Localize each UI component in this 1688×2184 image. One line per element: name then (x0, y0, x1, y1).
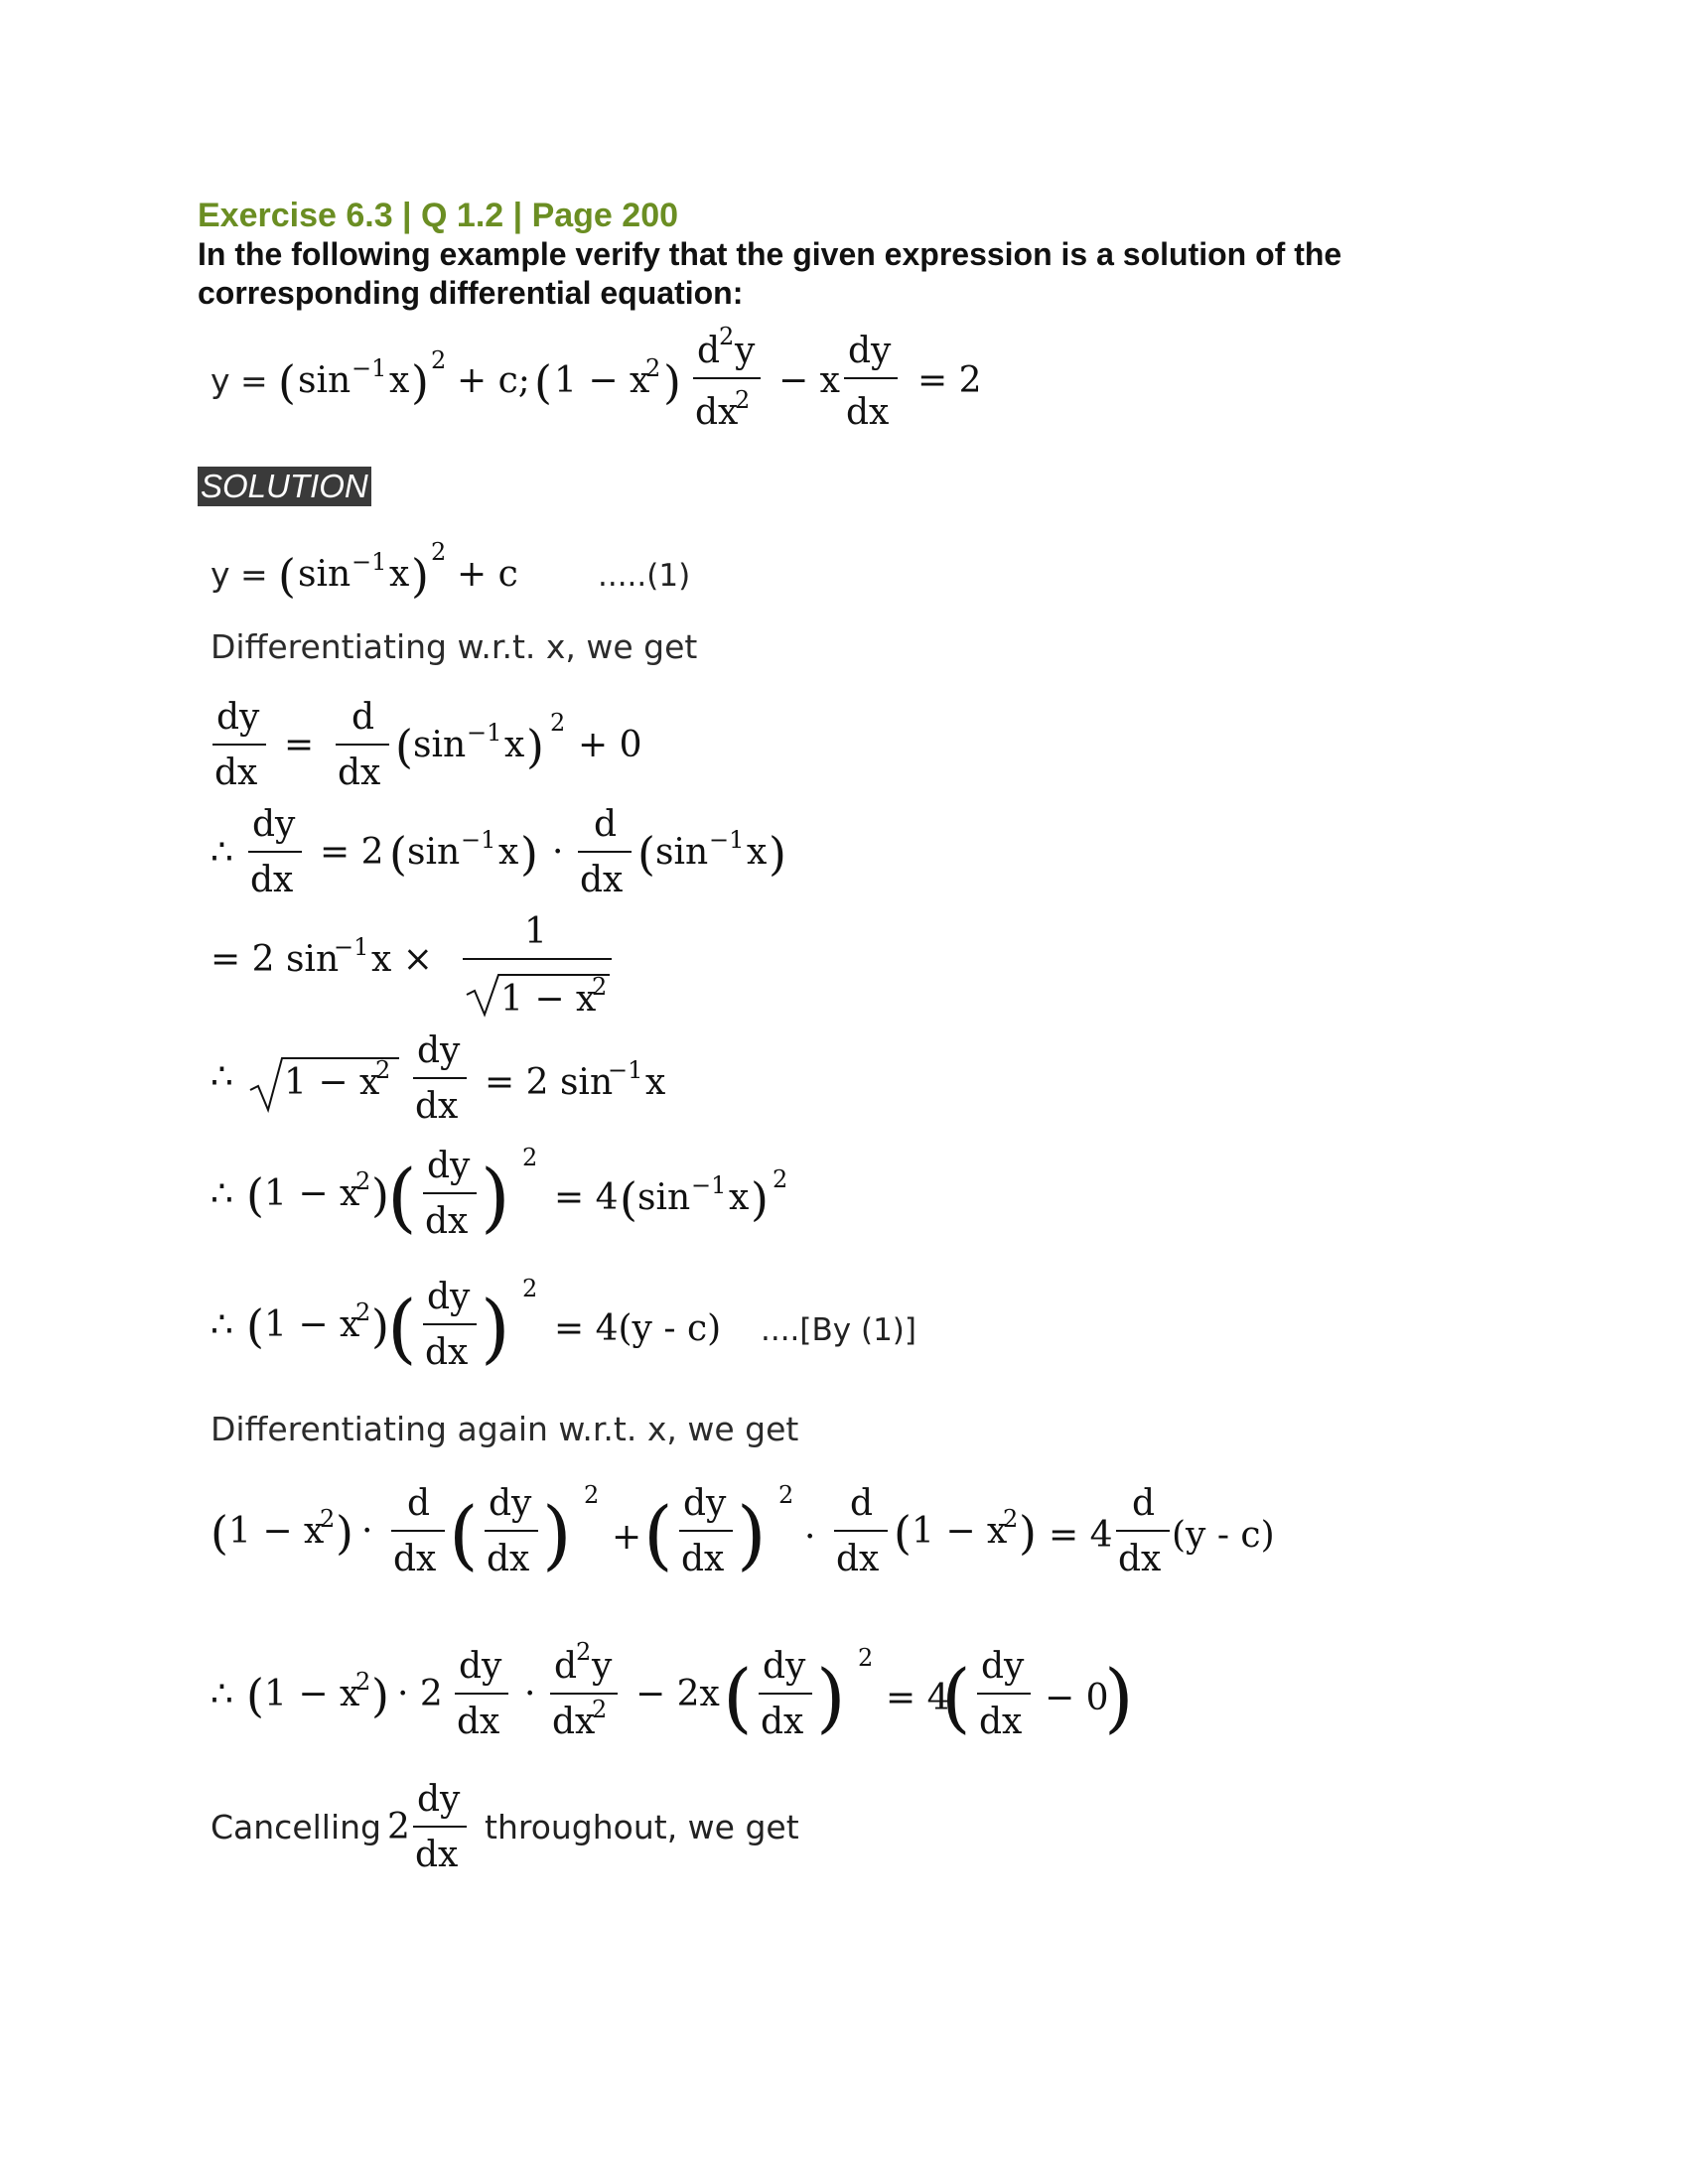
svg-text:(: ( (387, 1284, 417, 1372)
svg-text:): ) (336, 1506, 353, 1560)
svg-text:(: ( (211, 1506, 228, 1560)
svg-text:−1: −1 (467, 719, 502, 747)
svg-text:dx: dx (836, 1539, 880, 1579)
equation-2 (211, 695, 1005, 794)
svg-text:+: + (612, 1517, 642, 1558)
svg-text:2: 2 (550, 709, 566, 737)
svg-text:− x: − x (778, 360, 840, 401)
svg-text:sin: sin (413, 725, 467, 765)
svg-text:2: 2 (584, 1481, 600, 1509)
svg-text:2: 2 (522, 1275, 538, 1302)
svg-text:2: 2 (387, 1807, 410, 1847)
svg-text:·: · (804, 1517, 816, 1558)
svg-text:1 − x: 1 − x (912, 1511, 1008, 1552)
svg-text:(: ( (246, 1168, 264, 1222)
svg-text:sin: sin (298, 554, 352, 595)
svg-text:): ) (411, 355, 429, 409)
svg-text:): ) (371, 1168, 389, 1222)
svg-text:): ) (481, 1284, 510, 1372)
svg-text:2: 2 (320, 1505, 336, 1533)
svg-text:2: 2 (375, 1056, 391, 1084)
svg-text:x: x (747, 832, 768, 873)
svg-text:∴: ∴ (211, 1056, 233, 1097)
svg-text:dx: dx (695, 392, 739, 433)
svg-text:2: 2 (431, 538, 447, 566)
svg-text:d: d (850, 1483, 874, 1524)
svg-text:∴: ∴ (211, 1674, 233, 1714)
svg-text:∴: ∴ (211, 832, 233, 873)
svg-text:(: ( (278, 549, 296, 603)
svg-text:− 0: − 0 (1045, 1678, 1109, 1718)
equation-5 (211, 1028, 906, 1128)
svg-text:dx: dx (415, 1835, 459, 1875)
svg-text:∴: ∴ (211, 1304, 233, 1345)
equation-8 (211, 1477, 1402, 1606)
svg-text:x: x (504, 725, 525, 765)
svg-text:−1: −1 (709, 826, 745, 854)
svg-text:d: d (1132, 1483, 1156, 1524)
svg-text:): ) (371, 1299, 389, 1353)
svg-text:2: 2 (858, 1644, 874, 1672)
step-text: throughout, we get (485, 1808, 799, 1846)
svg-text:(: ( (389, 827, 407, 881)
svg-text:dy: dy (417, 1030, 461, 1071)
svg-text:1 − x: 1 − x (264, 1173, 360, 1214)
svg-text:x: x (389, 554, 410, 595)
svg-text:=: = (284, 725, 315, 765)
svg-text:1 − x: 1 − x (264, 1674, 360, 1714)
svg-text:dx: dx (250, 860, 294, 900)
svg-text:·: · (552, 832, 564, 873)
svg-text:): ) (751, 1172, 769, 1226)
svg-text:−1: −1 (691, 1171, 727, 1199)
svg-text:sin: sin (655, 832, 709, 873)
svg-text:(: ( (278, 355, 296, 409)
svg-text:): ) (1104, 1653, 1134, 1741)
svg-text:(: ( (620, 1172, 637, 1226)
question-equation (211, 323, 1303, 452)
svg-text:): ) (481, 1153, 510, 1241)
svg-text:dx: dx (979, 1702, 1023, 1742)
svg-text:dx: dx (487, 1539, 530, 1579)
question-header (198, 196, 1488, 313)
svg-text:dx: dx (681, 1539, 725, 1579)
svg-text:1 − x: 1 − x (500, 979, 597, 1020)
svg-text:(: ( (246, 1669, 264, 1722)
svg-text:): ) (663, 355, 681, 409)
equation-9 (211, 1634, 1402, 1763)
svg-text:): ) (542, 1490, 572, 1578)
svg-text:−1: −1 (608, 1056, 643, 1084)
svg-text:1 − x: 1 − x (228, 1511, 325, 1552)
svg-text:): ) (1019, 1506, 1037, 1560)
svg-text:): ) (737, 1490, 767, 1578)
svg-text:1 − x: 1 − x (264, 1304, 360, 1345)
svg-text:dx: dx (846, 392, 890, 433)
svg-text:= 2: = 2 (320, 832, 384, 873)
svg-text:1: 1 (524, 911, 547, 952)
equation-6 (211, 1140, 906, 1259)
svg-text:(: ( (387, 1153, 417, 1241)
svg-text:2: 2 (355, 1167, 371, 1195)
svg-text:2: 2 (355, 1298, 371, 1326)
svg-text:sin: sin (298, 360, 352, 401)
solution-label: SOLUTION (198, 467, 371, 506)
svg-text:−1: −1 (461, 826, 496, 854)
svg-text:· 2: · 2 (397, 1674, 443, 1714)
svg-text:= 2 sin: = 2 sin (485, 1062, 614, 1103)
svg-text:y =: y = (211, 361, 268, 400)
equation-tag: ....[By (1)] (761, 1312, 916, 1348)
svg-text:d: d (407, 1483, 431, 1524)
svg-text:dy: dy (683, 1483, 727, 1524)
svg-text:dy: dy (427, 1277, 471, 1317)
step-text: Differentiating w.r.t. x, we get (211, 627, 698, 666)
svg-text:y: y (592, 1646, 613, 1687)
svg-text:sin: sin (637, 1177, 691, 1218)
svg-text:1 − x: 1 − x (554, 360, 650, 401)
equation-3 (211, 802, 1104, 901)
step-text: Cancelling (211, 1808, 381, 1846)
svg-text:): ) (526, 720, 544, 773)
svg-text:y: y (735, 331, 756, 371)
svg-text:2: 2 (719, 323, 735, 350)
svg-text:(: ( (395, 720, 413, 773)
svg-text:dy: dy (252, 804, 296, 845)
svg-text:−1: −1 (352, 548, 387, 576)
svg-text:·: · (524, 1674, 536, 1714)
equation-7 (211, 1271, 1005, 1390)
svg-text:dy: dy (981, 1646, 1025, 1687)
svg-text:= 4: = 4 (1049, 1515, 1113, 1556)
svg-text:d: d (554, 1646, 578, 1687)
svg-text:= 2 sin: = 2 sin (211, 939, 340, 980)
step-text: Differentiating again w.r.t. x, we get (211, 1410, 799, 1448)
svg-text:= 2: = 2 (917, 360, 982, 401)
question-text: In the following example verify that the given expression is a solution of the corresponding differential equation: (198, 236, 1342, 311)
svg-text:): ) (411, 549, 429, 603)
svg-text:∴: ∴ (211, 1173, 233, 1214)
svg-text:(: ( (449, 1490, 479, 1578)
svg-text:2: 2 (592, 973, 608, 1001)
svg-text:(: ( (637, 827, 655, 881)
svg-text:dy: dy (427, 1146, 471, 1186)
svg-text:2: 2 (735, 386, 751, 414)
svg-text:(: ( (723, 1653, 753, 1741)
svg-text:dx: dx (580, 860, 624, 900)
svg-text:(y - c): (y - c) (1172, 1515, 1275, 1556)
cancelling-line (211, 1773, 1104, 1882)
svg-text:1 − x: 1 − x (284, 1062, 380, 1103)
svg-text:dx: dx (457, 1702, 500, 1742)
svg-text:+ c;: + c; (457, 360, 530, 401)
svg-text:): ) (769, 827, 786, 881)
svg-text:d: d (594, 804, 618, 845)
svg-text:(: ( (941, 1653, 971, 1741)
svg-text:= 4: = 4 (554, 1177, 619, 1218)
svg-text:x: x (498, 832, 519, 873)
svg-text:·: · (361, 1511, 373, 1552)
svg-text:dx: dx (214, 752, 258, 793)
exercise-reference[interactable]: Exercise 6.3 | Q 1.2 | Page 200 (198, 197, 679, 234)
svg-text:2: 2 (592, 1696, 608, 1723)
svg-text:= 4: = 4 (886, 1678, 950, 1718)
svg-text:dx: dx (1118, 1539, 1162, 1579)
svg-text:dy: dy (763, 1646, 806, 1687)
svg-text:2: 2 (1003, 1505, 1019, 1533)
svg-text:2: 2 (645, 354, 661, 382)
svg-text:2: 2 (431, 346, 447, 374)
svg-text:+ c: + c (457, 554, 518, 595)
svg-text:x: x (645, 1062, 666, 1103)
svg-text:dy: dy (216, 697, 260, 738)
svg-text:2: 2 (773, 1165, 788, 1193)
svg-text:(: ( (534, 355, 552, 409)
svg-text:dx: dx (425, 1201, 469, 1242)
svg-text:dx: dx (415, 1086, 459, 1127)
svg-text:x: x (389, 360, 410, 401)
equation-4 (211, 911, 906, 1021)
svg-text:): ) (816, 1653, 846, 1741)
svg-text:(: ( (643, 1490, 673, 1578)
svg-text:dy: dy (848, 331, 892, 371)
svg-text:dy: dy (489, 1483, 532, 1524)
svg-text:sin: sin (407, 832, 461, 873)
svg-text:d: d (697, 331, 721, 371)
svg-text:(: ( (246, 1299, 264, 1353)
svg-text:− 2x: − 2x (635, 1674, 720, 1714)
svg-text:+ 0: + 0 (578, 725, 642, 765)
svg-text:dx: dx (552, 1702, 596, 1742)
svg-text:dx: dx (761, 1702, 804, 1742)
svg-text:2: 2 (522, 1144, 538, 1171)
svg-text:y =: y = (211, 555, 268, 594)
svg-text:dx: dx (393, 1539, 437, 1579)
svg-text:2: 2 (355, 1668, 371, 1696)
svg-text:x ×: x × (371, 939, 433, 980)
svg-text:x: x (729, 1177, 750, 1218)
equation-1 (211, 536, 906, 615)
svg-text:−1: −1 (352, 354, 387, 382)
svg-text:= 4(y - c): = 4(y - c) (554, 1308, 722, 1349)
svg-text:2: 2 (778, 1481, 794, 1509)
svg-text:): ) (520, 827, 538, 881)
svg-text:d: d (352, 697, 375, 738)
svg-text:−1: −1 (334, 933, 369, 961)
equation-tag: .....(1) (598, 558, 691, 594)
svg-text:dx: dx (425, 1332, 469, 1373)
svg-text:): ) (371, 1669, 389, 1722)
svg-text:(: ( (894, 1506, 912, 1560)
svg-text:dx: dx (338, 752, 381, 793)
svg-text:2: 2 (576, 1638, 592, 1666)
svg-text:dy: dy (459, 1646, 502, 1687)
svg-text:dy: dy (417, 1779, 461, 1820)
